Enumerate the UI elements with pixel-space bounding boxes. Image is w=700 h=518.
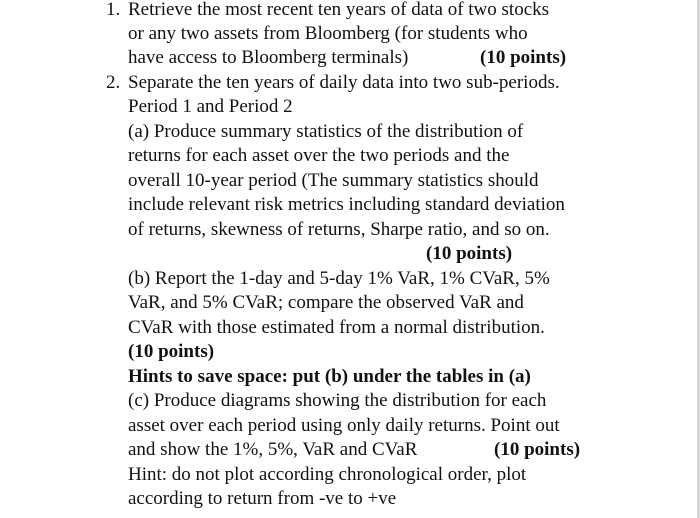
part-b-line-1: (b) Report the 1-day and 5-day 1% VaR, 1% CVaR, 5% <box>128 268 550 289</box>
item-1-points: (10 points) <box>480 47 567 68</box>
part-c-line-4: Hint: do not plot according chronological order, plot <box>128 464 527 485</box>
part-b-line-2: VaR, and 5% CVaR; compare the observed VaR and <box>128 292 524 313</box>
item-1-line-2: or any two assets from Bloomberg (for students who <box>128 23 528 44</box>
part-c-line-1: (c) Produce diagrams showing the distribution for each <box>128 390 547 411</box>
part-c-line-3: and show the 1%, 5%, VaR and CVaR <box>128 439 418 460</box>
item-2-line-2: Period 1 and Period 2 <box>128 96 293 117</box>
part-a-line-5: of returns, skewness of returns, Sharpe ratio, and so on. <box>128 219 550 240</box>
part-a-line-4: include relevant risk metrics including standard deviation <box>128 194 565 215</box>
part-b-line-3: CVaR with those estimated from a normal distribution. <box>128 317 545 338</box>
item-1-line-3: have access to Bloomberg terminals) <box>128 47 409 68</box>
part-a-points: (10 points) <box>426 243 513 264</box>
part-c-line-2: asset over each period using only daily returns. Point out <box>128 415 560 436</box>
part-c-points: (10 points) <box>494 439 581 460</box>
part-a-line-3: overall 10-year period (The summary statistics should <box>128 170 539 191</box>
item-1-number: 1. <box>106 0 121 20</box>
item-2-number: 2. <box>106 72 121 93</box>
item-2-line-1: Separate the ten years of daily data into two sub-periods. <box>128 72 560 93</box>
part-b-hint: Hints to save space: put (b) under the tables in (a) <box>128 366 531 387</box>
part-c-line-5: according to return from -ve to +ve <box>128 488 397 509</box>
part-a-line-1: (a) Produce summary statistics of the distribution of <box>128 121 524 142</box>
item-1-line-1: Retrieve the most recent ten years of data of two stocks <box>128 0 550 20</box>
part-a-line-2: returns for each asset over the two periods and the <box>128 145 510 166</box>
part-b-points: (10 points) <box>128 341 215 362</box>
